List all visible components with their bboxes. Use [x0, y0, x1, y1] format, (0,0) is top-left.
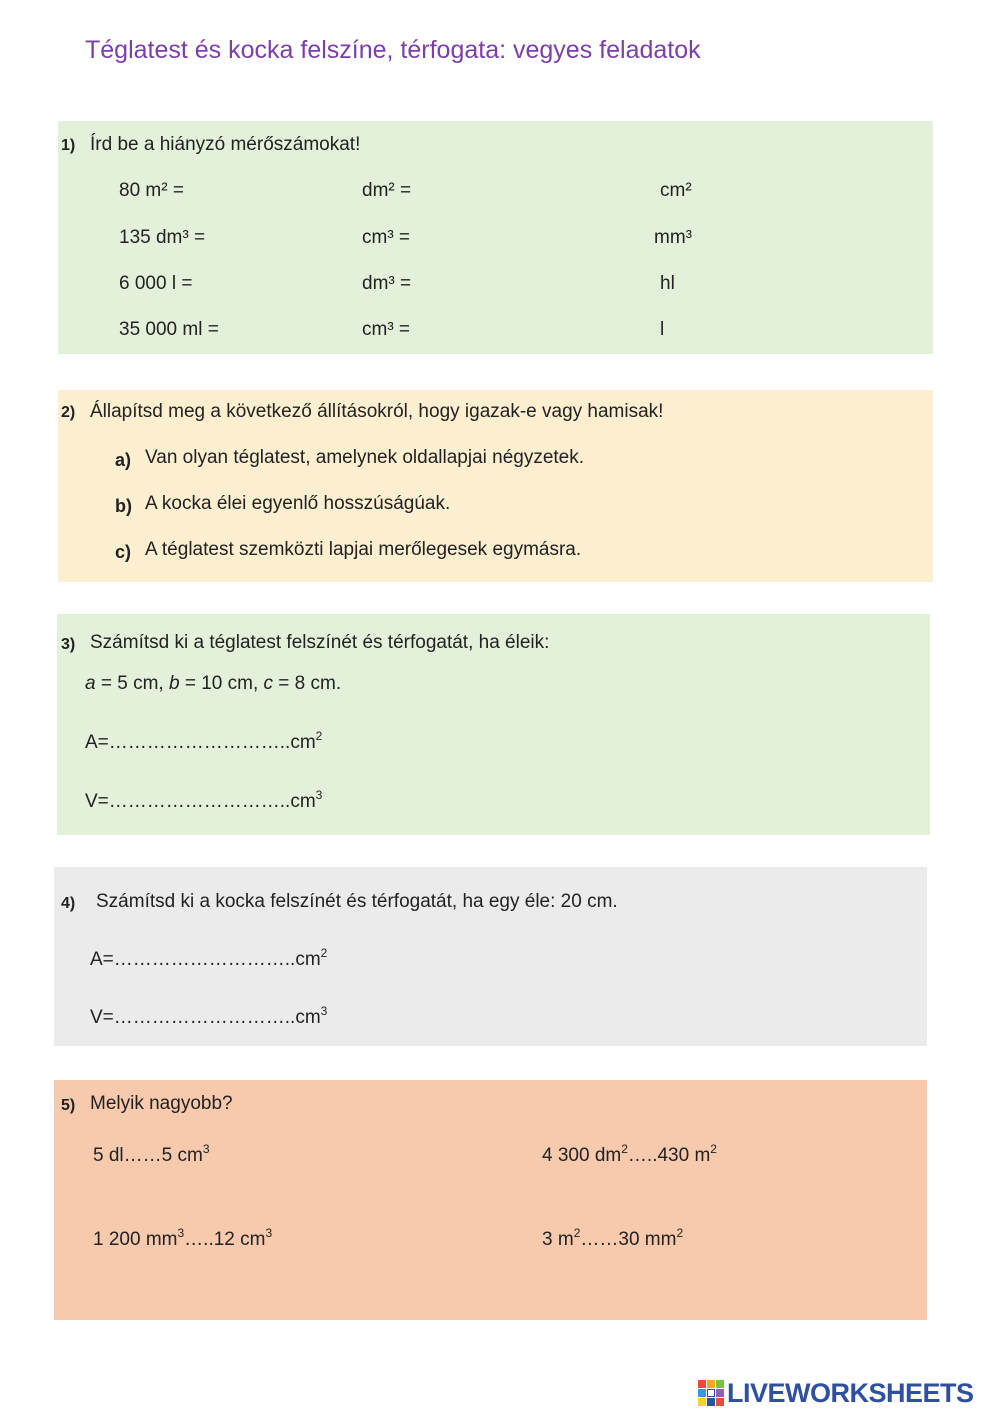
conversion-row-4-end: l — [660, 319, 665, 340]
task-3-edges: a = 5 cm, b = 10 cm, c = 8 cm. — [85, 673, 342, 694]
conversion-row-4-start: 35 000 ml = — [119, 319, 219, 340]
task-5-prompt: Melyik nagyobb? — [90, 1093, 233, 1114]
statement-c-text: A téglatest szemközti lapjai merőlegesek egymásra. — [145, 539, 582, 560]
conversion-row-2-start: 135 dm³ = — [119, 227, 206, 248]
statement-b-text: A kocka élei egyenlő hosszúságúak. — [145, 493, 451, 514]
liveworksheets-logo[interactable] — [698, 1378, 974, 1408]
statement-a-text: Van olyan téglatest, amelynek oldallapjai négyzetek. — [145, 447, 585, 468]
task-1-number: 1) — [61, 137, 76, 154]
task-3-area-line: $A=\dots\dots\dots\dots\dots\dots\dots\dots\dots..cm^2$ — [85, 729, 323, 753]
comparison-1: 5 dl……5 $cm^3$ — [93, 1142, 210, 1166]
page-title: Téglatest és kocka felszíne, térfogata: vegyes feladatok — [85, 36, 701, 64]
task-3-volume-line: $V=\dots\dots\dots\dots\dots\dots\dots\dots\dots..cm^3$ — [85, 788, 323, 812]
task-2-number: 2) — [61, 404, 76, 421]
comparison-2: 4 300 $dm^2\dots..430$ $m^2$ — [542, 1142, 717, 1166]
conversion-row-3-end: hl — [660, 273, 675, 294]
statement-c-label: c) — [115, 542, 132, 562]
conversion-row-3-start: 6 000 l = — [119, 273, 193, 294]
comparison-4: 3 $m^2\dots\dots 30$ $mm^2$ — [542, 1226, 684, 1250]
task-3-prompt: Számítsd ki a téglatest felszínét és térfogatát, ha éleik: — [90, 632, 550, 653]
conversion-row-1-end: cm² — [660, 180, 692, 201]
conversion-row-2-end: mm³ — [654, 227, 692, 248]
logo-text: LIVEWORKSHEETS — [727, 1377, 974, 1408]
statement-a-label: a) — [115, 450, 132, 470]
conversion-row-1-start: 80 m² = — [119, 180, 184, 201]
task-4-area-line: $A=\dots\dots\dots\dots\dots\dots\dots\dots\dots..cm^2$ — [90, 946, 328, 970]
task-4-volume-line: $V=\dots\dots\dots\dots\dots\dots\dots\dots\dots..cm^3$ — [90, 1004, 328, 1028]
comparison-3: 1 200 $mm^3\dots..12$ $cm^3$ — [93, 1226, 273, 1250]
task-2-prompt: Állapítsd meg a következő állításokról, hogy igazak-e vagy hamisak! — [90, 401, 664, 422]
liveworksheets-logo-icon — [698, 1380, 724, 1406]
conversion-row-3-mid: dm³ = — [362, 273, 412, 294]
conversion-row-1-mid: dm² = — [362, 180, 412, 201]
task-5-number: 5) — [61, 1097, 76, 1114]
task-1-prompt: Írd be a hiányzó mérőszámokat! — [90, 134, 361, 155]
statement-b-label: b) — [115, 496, 132, 516]
task-4-number: 4) — [61, 895, 76, 912]
conversion-row-4-mid: cm³ = — [362, 319, 411, 340]
task-4-prompt: Számítsd ki a kocka felszínét és térfogatát, ha egy éle: 20 cm. — [96, 891, 618, 912]
conversion-row-2-mid: cm³ = — [362, 227, 411, 248]
task-5-box — [54, 1080, 927, 1320]
task-3-number: 3) — [61, 636, 76, 653]
